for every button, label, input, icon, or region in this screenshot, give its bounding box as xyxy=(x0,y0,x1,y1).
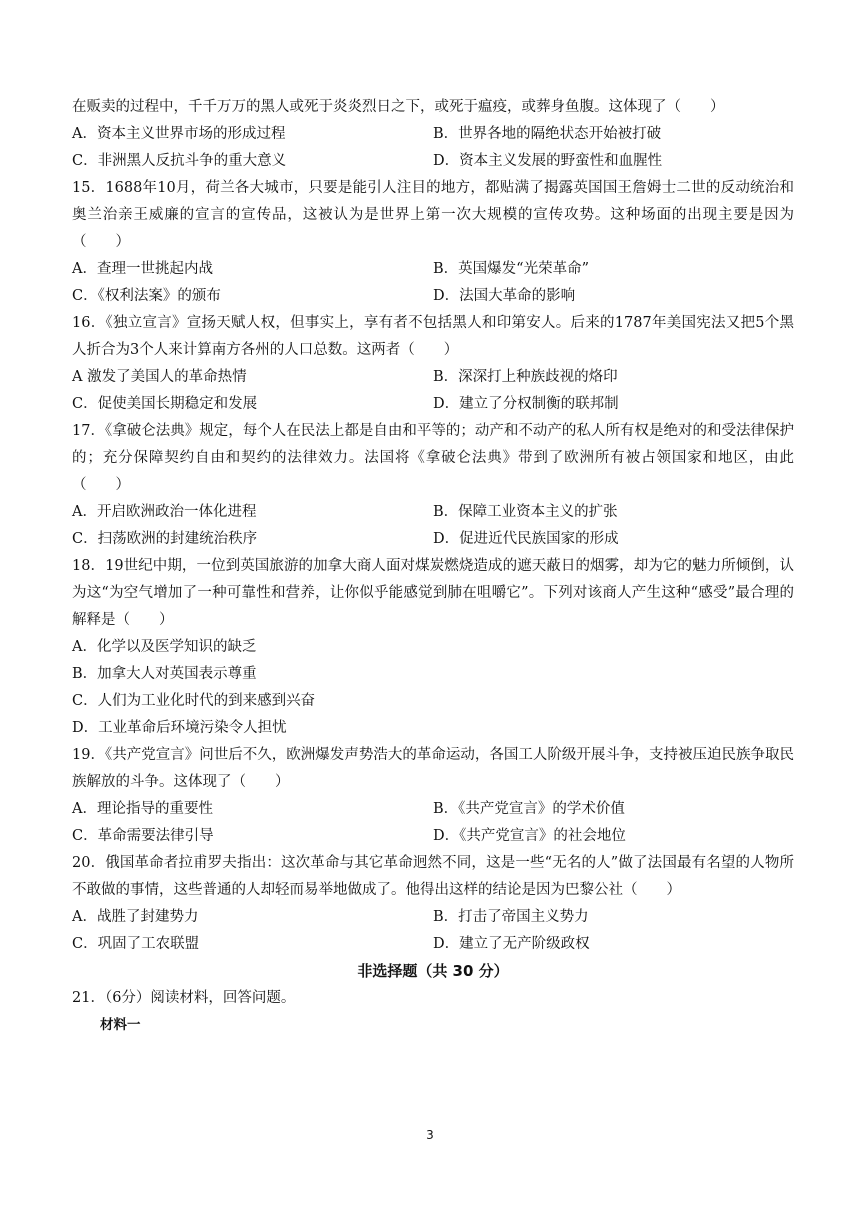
q15-options-row1 xyxy=(72,256,794,283)
q19-options-row1 xyxy=(72,796,794,823)
q19-option-a: A．理论指导的重要性 xyxy=(72,801,213,817)
section-title-non-choice: 非选择题（共 30 分） xyxy=(357,962,509,980)
exam-page xyxy=(72,94,794,1039)
q14-option-a: A．资本主义世界市场的形成过程 xyxy=(72,126,286,142)
q20-option-a: A．战胜了封建势力 xyxy=(72,909,199,925)
q19-stem: 19．《共产党宣言》问世后不久，欧洲爆发声势浩大的革命运动，各国工人阶级开展斗争，支持被压迫民族争取民族解放的斗争。这体现了（ ） xyxy=(72,747,794,790)
q20-option-d: D．建立了无产阶级政权 xyxy=(433,936,590,952)
q19-option-d: D．《共产党宣言》的社会地位 xyxy=(433,828,626,844)
q15-option-b: B．英国爆发“光荣革命” xyxy=(433,261,589,277)
q14-option-d: D．资本主义发展的野蛮性和血腥性 xyxy=(433,153,663,169)
q20-options-row2 xyxy=(72,931,794,958)
q18-option-d-row xyxy=(72,715,794,742)
q14-options-row2 xyxy=(72,148,794,175)
q15-option-d: D．法国大革命的影响 xyxy=(433,288,576,304)
q18-option-c: C．人们为工业化时代的到来感到兴奋 xyxy=(72,693,316,709)
q15-options-row2 xyxy=(72,283,794,310)
q16-options-row2 xyxy=(72,391,794,418)
q17-option-c: C．扫荡欧洲的封建统治秩序 xyxy=(72,531,258,547)
q15-option-a: A．查理一世挑起内战 xyxy=(72,261,213,277)
q17-option-b: B．保障工业资本主义的扩张 xyxy=(433,504,618,520)
material-one-label: 材料一 xyxy=(100,1017,141,1033)
q16-option-b: B．深深打上种族歧视的烙印 xyxy=(433,369,618,385)
q18-option-c-row xyxy=(72,688,794,715)
q20-stem: 20．俄国革命者拉甫罗夫指出：这次革命与其它革命迥然不同，这是一些“无名的人”做了法国最有名望的人物所不敢做的事情，这些普通的人却轻而易举地做成了。他得出这样的结论是因为巴黎公社（ ） xyxy=(72,855,794,898)
q14-options-row1 xyxy=(72,121,794,148)
q18-option-a: A．化学以及医学知识的缺乏 xyxy=(72,639,257,655)
q16-option-d: D．建立了分权制衡的联邦制 xyxy=(433,396,619,412)
q15-option-c: C．《权利法案》的颁布 xyxy=(72,288,221,304)
page-number: 3 xyxy=(426,1128,434,1142)
q20-option-c: C．巩固了工农联盟 xyxy=(72,936,200,952)
q16-option-c: C．促使美国长期稳定和发展 xyxy=(72,396,258,412)
q19-option-c: C．革命需要法律引导 xyxy=(72,828,214,844)
q16-option-a: A 激发了美国人的革命热情 xyxy=(72,369,247,385)
q18-stem: 18．19世纪中期，一位到英国旅游的加拿大商人面对煤炭燃烧造成的遮天蔽日的烟雾，却为它的魅力所倾倒，认为这“为空气增加了一种可靠性和营养，让你似乎能感觉到肺在咀嚼它”。下列对该商人产生这种“感受”最合理的解释是（ ） xyxy=(72,558,794,628)
q19-options-row2 xyxy=(72,823,794,850)
q17-options-row2 xyxy=(72,526,794,553)
q18-option-b-row xyxy=(72,661,794,688)
q16-options-row1 xyxy=(72,364,794,391)
q21-stem: 21．（6分）阅读材料，回答问题。 xyxy=(72,990,296,1006)
q18-option-a-row xyxy=(72,634,794,661)
q15-stem: 15．1688年10月，荷兰各大城市，只要是能引人注目的地方，都贴满了揭露英国国王詹姆士二世的反动统治和奥兰治亲王威廉的宣言的宣传品，这被认为是世界上第一次大规模的宣传攻势。这种场面的出现主要是因为（ ） xyxy=(72,180,794,250)
q18-option-d: D．工业革命后环境污染令人担忧 xyxy=(72,720,287,736)
q16-stem: 16．《独立宣言》宣扬天赋人权，但事实上，享有者不包括黑人和印第安人。后来的1787年美国宪法又把5个黑人折合为3个人来计算南方各州的人口总数。这两者（ ） xyxy=(72,315,794,358)
q14-stem: 在贩卖的过程中，千千万万的黑人或死于炎炎烈日之下，或死于瘟疫，或葬身鱼腹。这体现了（ ） xyxy=(72,99,725,115)
q18-option-b: B．加拿大人对英国表示尊重 xyxy=(72,666,257,682)
q14-option-b: B．世界各地的隔绝状态开始被打破 xyxy=(433,126,662,142)
q17-stem: 17．《拿破仑法典》规定，每个人在民法上都是自由和平等的；动产和不动产的私人所有权是绝对的和受法律保护的；充分保障契约自由和契约的法律效力。法国将《拿破仑法典》带到了欧洲所有被占领国家和地区，由此（ ） xyxy=(72,423,794,493)
q14-option-c: C．非洲黑人反抗斗争的重大意义 xyxy=(72,153,287,169)
q20-options-row1 xyxy=(72,904,794,931)
q19-option-b: B．《共产党宣言》的学术价值 xyxy=(433,801,625,817)
q17-option-d: D．促进近代民族国家的形成 xyxy=(433,531,619,547)
q20-option-b: B．打击了帝国主义势力 xyxy=(433,909,589,925)
q17-options-row1 xyxy=(72,499,794,526)
q17-option-a: A．开启欧洲政治一体化进程 xyxy=(72,504,257,520)
